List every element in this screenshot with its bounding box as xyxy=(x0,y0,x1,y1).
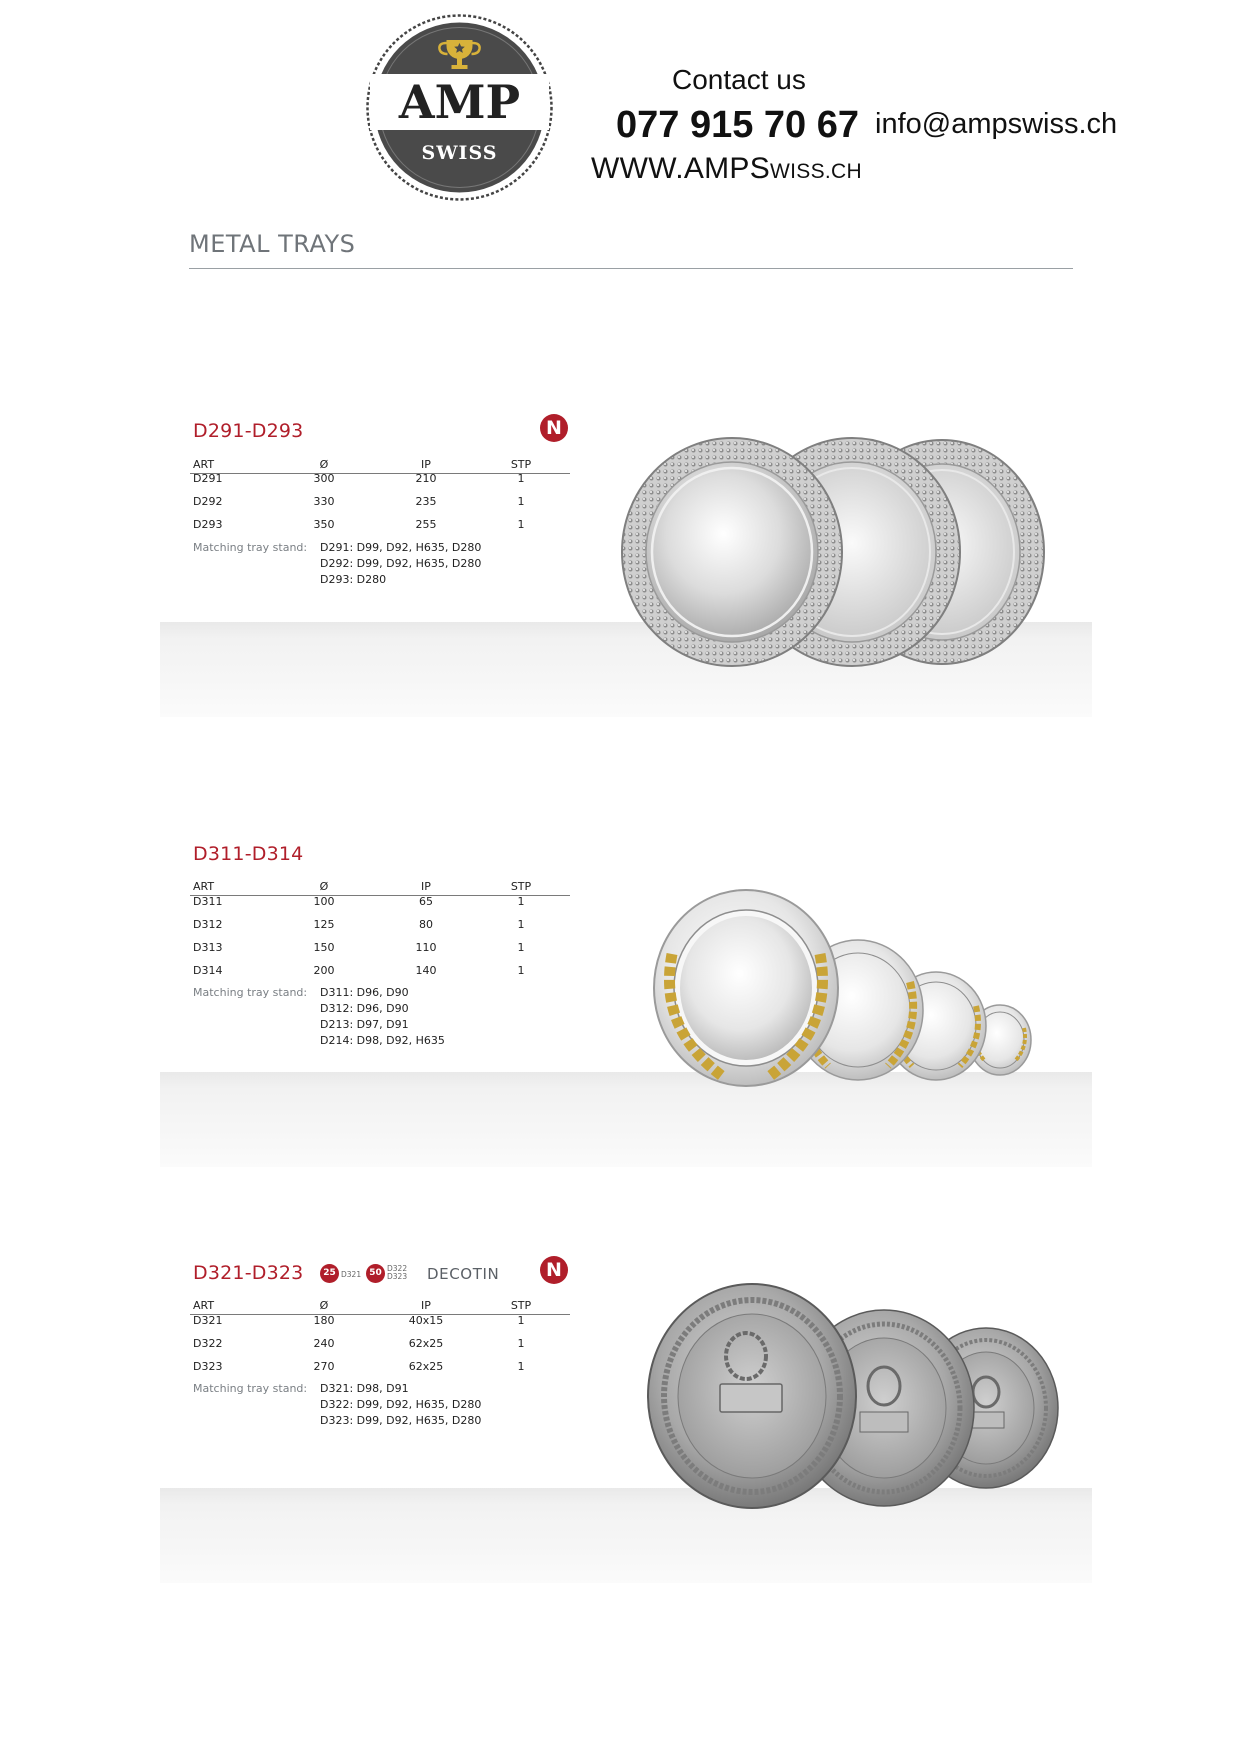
cell-art: D322 xyxy=(193,1337,223,1350)
cell-diameter: 270 xyxy=(313,1360,335,1373)
cell-diameter: 100 xyxy=(313,895,335,908)
cell-ip: 65 xyxy=(419,895,433,908)
matching-line: D323: D99, D92, H635, D280 xyxy=(320,1414,482,1427)
col-ip: IP xyxy=(421,1299,431,1312)
matching-line: D321: D98, D91 xyxy=(320,1382,409,1395)
matching-line: D291: D99, D92, H635, D280 xyxy=(320,541,482,554)
product-title: D311-D314 xyxy=(193,843,304,865)
cell-diameter: 330 xyxy=(313,495,335,508)
table-header xyxy=(190,453,570,474)
cell-diameter: 300 xyxy=(313,472,335,485)
col-diameter: Ø xyxy=(319,1299,329,1312)
cell-ip: 140 xyxy=(415,964,437,977)
contact-title: Contact us xyxy=(672,64,806,95)
matching-line: D312: D96, D90 xyxy=(320,1002,409,1015)
logo-swiss-text: SWISS xyxy=(421,142,498,164)
cell-stp: 1 xyxy=(517,895,525,908)
col-ip: IP xyxy=(421,880,431,893)
amp-swiss-logo xyxy=(366,14,553,201)
cell-ip: 235 xyxy=(415,495,437,508)
cell-stp: 1 xyxy=(517,1314,525,1327)
cell-stp: 1 xyxy=(517,918,525,931)
product-image-d311-d314 xyxy=(650,888,1040,1088)
cell-diameter: 200 xyxy=(313,964,335,977)
cell-stp: 1 xyxy=(517,518,525,531)
matching-label: Matching tray stand: xyxy=(193,1382,308,1395)
cell-diameter: 240 xyxy=(313,1337,335,1350)
cell-art: D291 xyxy=(193,472,223,485)
cell-art: D292 xyxy=(193,495,223,508)
matching-line: D311: D96, D90 xyxy=(320,986,409,999)
new-badge: N xyxy=(540,1256,568,1284)
material-label: DECOTIN xyxy=(427,1265,500,1283)
table-header xyxy=(190,875,570,896)
cell-art: D321 xyxy=(193,1314,223,1327)
cell-art: D311 xyxy=(193,895,223,908)
cell-stp: 1 xyxy=(517,472,525,485)
cell-stp: 1 xyxy=(517,941,525,954)
matching-line: D293: D280 xyxy=(320,573,387,586)
product-title: D291-D293 xyxy=(193,420,304,442)
cell-ip: 62x25 xyxy=(408,1337,444,1350)
cell-ip: 110 xyxy=(415,941,437,954)
matching-label: Matching tray stand: xyxy=(193,986,308,999)
cell-ip: 80 xyxy=(419,918,433,931)
pack-badge-25: 25 xyxy=(320,1264,339,1283)
website-prefix: WWW.AMPS xyxy=(591,152,771,185)
cell-art: D312 xyxy=(193,918,223,931)
col-art: ART xyxy=(193,880,215,893)
email-address[interactable]: info@ampswiss.ch xyxy=(875,108,1118,140)
cell-ip: 62x25 xyxy=(408,1360,444,1373)
cell-diameter: 150 xyxy=(313,941,335,954)
cell-art: D313 xyxy=(193,941,223,954)
website-suffix: WISS.CH xyxy=(770,160,862,183)
pack-code: D323 xyxy=(387,1272,408,1281)
cell-art: D293 xyxy=(193,518,223,531)
product-image-d321-d323 xyxy=(646,1276,1066,1508)
matching-line: D213: D97, D91 xyxy=(320,1018,409,1031)
cell-stp: 1 xyxy=(517,1360,525,1373)
pack-code: D321 xyxy=(341,1270,362,1279)
cell-ip: 210 xyxy=(415,472,437,485)
matching-label: Matching tray stand: xyxy=(193,541,308,554)
col-stp: STP xyxy=(510,1299,532,1312)
pack-badge-50: 50 xyxy=(366,1264,385,1283)
col-diameter: Ø xyxy=(319,880,329,893)
col-art: ART xyxy=(193,1299,215,1312)
cell-stp: 1 xyxy=(517,495,525,508)
cell-art: D323 xyxy=(193,1360,223,1373)
cell-diameter: 180 xyxy=(313,1314,335,1327)
col-stp: STP xyxy=(510,458,532,471)
col-ip: IP xyxy=(421,458,431,471)
cell-ip: 255 xyxy=(415,518,437,531)
cell-diameter: 125 xyxy=(313,918,335,931)
pack-code: D322 xyxy=(387,1264,408,1273)
col-stp: STP xyxy=(510,880,532,893)
cell-stp: 1 xyxy=(517,1337,525,1350)
cell-diameter: 350 xyxy=(313,518,335,531)
matching-line: D322: D99, D92, H635, D280 xyxy=(320,1398,482,1411)
product-title: D321-D323 xyxy=(193,1262,304,1284)
logo-amp-text: AMP xyxy=(398,75,521,129)
cell-ip: 40x15 xyxy=(408,1314,444,1327)
section-title: METAL TRAYS xyxy=(189,230,356,258)
col-art: ART xyxy=(193,458,215,471)
new-badge: N xyxy=(540,414,568,442)
cell-art: D314 xyxy=(193,964,223,977)
section-divider xyxy=(189,268,1073,269)
col-diameter: Ø xyxy=(319,458,329,471)
cell-stp: 1 xyxy=(517,964,525,977)
matching-line: D214: D98, D92, H635 xyxy=(320,1034,445,1047)
website-link[interactable] xyxy=(591,152,862,186)
product-image-d291-d293 xyxy=(620,440,1050,670)
matching-line: D292: D99, D92, H635, D280 xyxy=(320,557,482,570)
phone-number[interactable]: 077 915 70 67 xyxy=(616,104,860,146)
table-header xyxy=(190,1294,570,1315)
